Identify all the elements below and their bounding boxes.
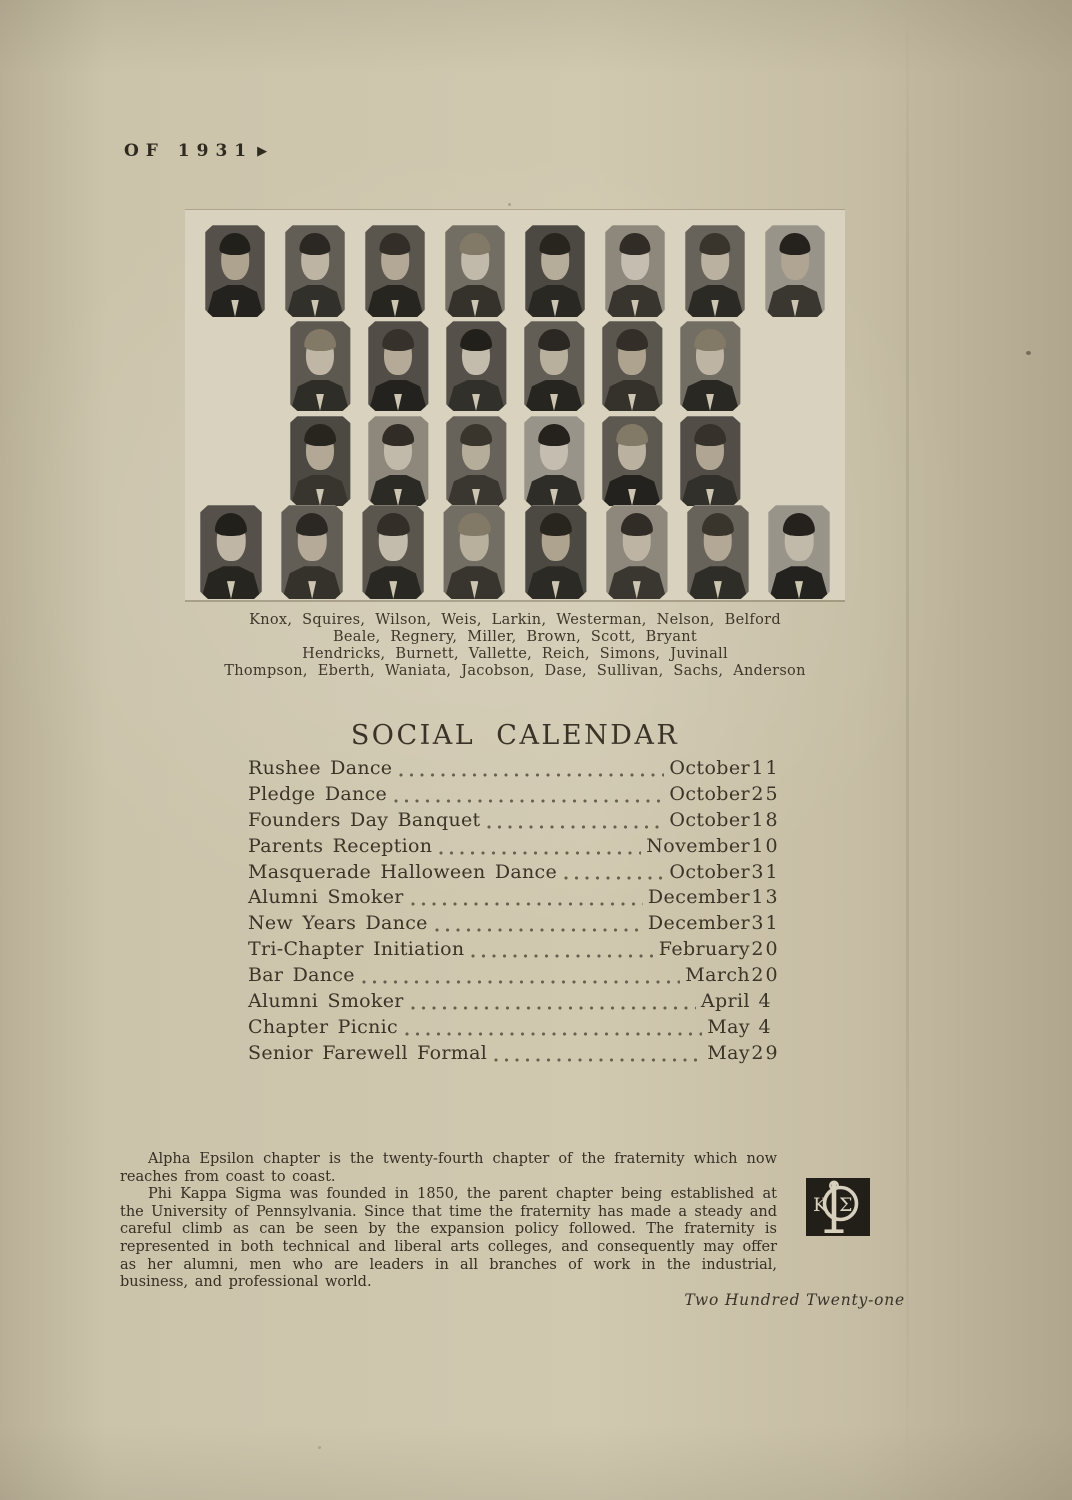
portrait-hair: [621, 513, 653, 536]
dot-leader: [494, 1056, 702, 1064]
portrait-hair: [379, 233, 410, 255]
portrait-collar: [470, 581, 478, 599]
phi-stem: [832, 1181, 837, 1233]
social-calendar-list: [248, 757, 781, 1068]
arrow-right-icon: ▶: [257, 143, 268, 159]
emblem-graphic: [806, 1178, 870, 1236]
caption-line: Thompson, Eberth, Waniata, Jacobson, Dase, Sullivan, Sachs, Anderson: [224, 663, 806, 679]
portrait-collar: [791, 300, 799, 317]
calendar-event-name: New Years Dance: [248, 912, 428, 935]
calendar-event-month: October: [669, 757, 750, 779]
calendar-row: [248, 861, 781, 887]
kappa-letter: K: [813, 1194, 828, 1216]
calendar-event-name: Founders Day Banquet: [248, 808, 481, 831]
portrait-hair: [304, 329, 336, 351]
portrait-collar: [631, 300, 639, 317]
calendar-event-month: March: [685, 964, 750, 987]
portrait-collar: [550, 489, 558, 506]
portrait-photo: [365, 225, 425, 317]
portrait-photo: [765, 225, 825, 317]
calendar-row: [248, 912, 781, 938]
portrait-photo: [290, 416, 351, 506]
calendar-event-month: April: [700, 990, 750, 1013]
portrait-collar: [471, 300, 479, 317]
portrait-photo: [446, 321, 507, 411]
portrait-collar: [472, 489, 480, 506]
calendar-event-name: Senior Farewell Formal: [248, 1041, 488, 1064]
calendar-event-day: 29: [751, 1041, 780, 1064]
portrait-collar: [472, 394, 480, 411]
portrait-hair: [459, 233, 490, 255]
calendar-event-name: Alumni Smoker: [248, 886, 404, 909]
dot-leader: [399, 771, 664, 779]
portrait-collar: [711, 300, 719, 317]
scan-speck: [1026, 351, 1031, 355]
portrait-collar: [706, 489, 714, 506]
calendar-event-day: 18: [751, 808, 780, 831]
portrait-hair: [538, 329, 570, 351]
portrait-photo: [368, 321, 429, 411]
calendar-event-day: 11: [751, 757, 780, 779]
portrait-hair: [783, 513, 815, 536]
calendar-row: [248, 886, 781, 912]
calendar-event-name: Chapter Picnic: [248, 1015, 398, 1038]
calendar-event-day: 20: [751, 964, 780, 987]
portrait-collar: [551, 300, 559, 317]
portrait-photo: [687, 505, 749, 599]
portrait-collar: [311, 300, 319, 317]
page-crease: [906, 0, 909, 1500]
portrait-collar: [231, 300, 239, 317]
calendar-event-month: November: [646, 834, 750, 857]
calendar-row: [248, 757, 781, 783]
portrait-collar: [706, 394, 714, 411]
portrait-photo: [362, 505, 424, 599]
calendar-event-day: 20: [751, 938, 780, 961]
dot-leader: [487, 823, 664, 831]
portrait-photo: [602, 416, 663, 506]
portrait-photo: [685, 225, 745, 317]
calendar-event-name: Bar Dance: [248, 964, 355, 987]
portrait-collar: [391, 300, 399, 317]
portrait-collar: [308, 581, 316, 599]
dot-leader: [435, 926, 643, 934]
calendar-event-name: Rushee Dance: [248, 757, 393, 779]
portrait-photo: [525, 505, 587, 599]
scan-speck: [318, 1446, 321, 1449]
portrait-hair: [377, 513, 409, 536]
portrait-collar: [394, 489, 402, 506]
caption-line: Knox, Squires, Wilson, Weis, Larkin, Westerman, Nelson, Belford: [249, 612, 781, 628]
portrait-hair: [458, 513, 490, 536]
scan-speck: [508, 203, 511, 206]
portrait-hair: [616, 329, 648, 351]
section-title: SOCIAL CALENDAR: [350, 720, 680, 751]
dot-leader: [471, 952, 653, 960]
photo-row: [185, 321, 845, 411]
portrait-collar: [795, 581, 803, 599]
dot-leader: [394, 797, 664, 805]
dot-leader: [405, 1030, 702, 1038]
portrait-photo: [368, 416, 429, 506]
caption-line: Hendricks, Burnett, Vallette, Reich, Simons, Juvinall: [302, 646, 728, 662]
calendar-event-name: Alumni Smoker: [248, 990, 404, 1013]
photo-row: [185, 416, 845, 506]
portrait-hair: [215, 513, 247, 536]
calendar-row: [248, 990, 781, 1016]
portrait-collar: [628, 394, 636, 411]
header-text: OF 1931: [124, 141, 254, 161]
calendar-event-month: May: [707, 1041, 750, 1064]
portrait-hair: [694, 424, 726, 446]
portrait-collar: [394, 394, 402, 411]
body-paragraph-2: Phi Kappa Sigma was founded in 1850, the parent chapter being established at the University of Pennsylvania. Since that time the fraternity has made a steady and careful climb as can be seen by the expansion policy followed. The fraternity is represented in both technical and liberal arts colleges, and consequently may offer as her alumni, men who are leaders in all branches of work in the industrial, business, and professional world.: [120, 1186, 777, 1291]
calendar-event-day: 4: [758, 1015, 773, 1038]
photo-caption: [185, 612, 845, 680]
calendar-row: [248, 1016, 781, 1042]
calendar-event-month: October: [669, 860, 750, 883]
portrait-hair: [299, 233, 330, 255]
calendar-event-name: Tri-Chapter Initiation: [248, 938, 465, 961]
portrait-hair: [779, 233, 810, 255]
sigma-letter: Σ: [839, 1194, 853, 1216]
body-text: [120, 1151, 777, 1292]
portrait-photo: [200, 505, 262, 599]
portrait-hair: [699, 233, 730, 255]
portrait-collar: [552, 581, 560, 599]
portrait-photo: [680, 416, 741, 506]
portrait-hair: [460, 424, 492, 446]
dot-leader: [362, 978, 680, 986]
portrait-hair: [304, 424, 336, 446]
calendar-row: [248, 938, 781, 964]
portrait-collar: [633, 581, 641, 599]
caption-line: Beale, Regnery, Miller, Brown, Scott, Bryant: [332, 629, 698, 645]
portrait-hair: [539, 233, 570, 255]
portrait-collar: [316, 489, 324, 506]
portrait-photo: [680, 321, 741, 411]
calendar-event-day: 10: [751, 834, 780, 857]
stem-base-serif: [825, 1229, 844, 1233]
phi-kappa-sigma-emblem: [806, 1178, 870, 1236]
dot-leader: [439, 849, 641, 857]
portrait-photo: [768, 505, 830, 599]
portrait-photo: [290, 321, 351, 411]
photo-grid-panel: [185, 210, 845, 600]
calendar-event-day: 4: [758, 990, 773, 1013]
portrait-photo: [602, 321, 663, 411]
portrait-photo: [281, 505, 343, 599]
portrait-photo: [606, 505, 668, 599]
calendar-event-month: February: [658, 938, 750, 961]
portrait-hair: [382, 424, 414, 446]
portrait-photo: [445, 225, 505, 317]
portrait-photo: [446, 416, 507, 506]
portrait-photo: [524, 416, 585, 506]
calendar-event-day: 31: [751, 860, 780, 883]
portrait-collar: [316, 394, 324, 411]
portrait-photo: [205, 225, 265, 317]
calendar-event-day: 31: [751, 912, 780, 935]
calendar-event-day: 13: [751, 886, 780, 909]
calendar-event-name: Pledge Dance: [248, 782, 387, 805]
portrait-collar: [389, 581, 397, 599]
portrait-photo: [525, 225, 585, 317]
page-header: [124, 141, 267, 161]
portrait-collar: [227, 581, 235, 599]
page-number: Two Hundred Twenty-one: [684, 1291, 905, 1309]
calendar-event-name: Parents Reception: [248, 834, 433, 857]
portrait-photo: [443, 505, 505, 599]
portrait-photo: [285, 225, 345, 317]
portrait-collar: [628, 489, 636, 506]
calendar-event-month: May: [707, 1015, 750, 1038]
portrait-hair: [539, 513, 571, 536]
photo-row: [185, 225, 845, 317]
portrait-hair: [616, 424, 648, 446]
dot-leader: [564, 874, 664, 882]
portrait-hair: [219, 233, 250, 255]
portrait-hair: [382, 329, 414, 351]
portrait-collar: [550, 394, 558, 411]
portrait-hair: [702, 513, 734, 536]
portrait-photo: [605, 225, 665, 317]
portrait-hair: [694, 329, 726, 351]
calendar-event-month: October: [669, 782, 750, 805]
calendar-event-name: Masquerade Halloween Dance: [248, 860, 558, 883]
dot-leader: [411, 900, 643, 908]
body-paragraph-1: Alpha Epsilon chapter is the twenty-fourth chapter of the fraternity which now reaches from coast to coast.: [120, 1151, 777, 1185]
portrait-hair: [460, 329, 492, 351]
portrait-photo: [524, 321, 585, 411]
calendar-row: [248, 783, 781, 809]
calendar-event-month: October: [669, 808, 750, 831]
calendar-event-month: December: [647, 912, 750, 935]
calendar-row: [248, 809, 781, 835]
calendar-row: [248, 1042, 781, 1068]
photo-row: [185, 505, 845, 599]
portrait-hair: [296, 513, 328, 536]
portrait-collar: [714, 581, 722, 599]
calendar-row: [248, 835, 781, 861]
calendar-row: [248, 964, 781, 990]
portrait-hair: [538, 424, 570, 446]
calendar-event-day: 25: [751, 782, 780, 805]
dot-leader: [411, 1004, 696, 1012]
portrait-hair: [619, 233, 650, 255]
calendar-event-month: December: [647, 886, 750, 909]
